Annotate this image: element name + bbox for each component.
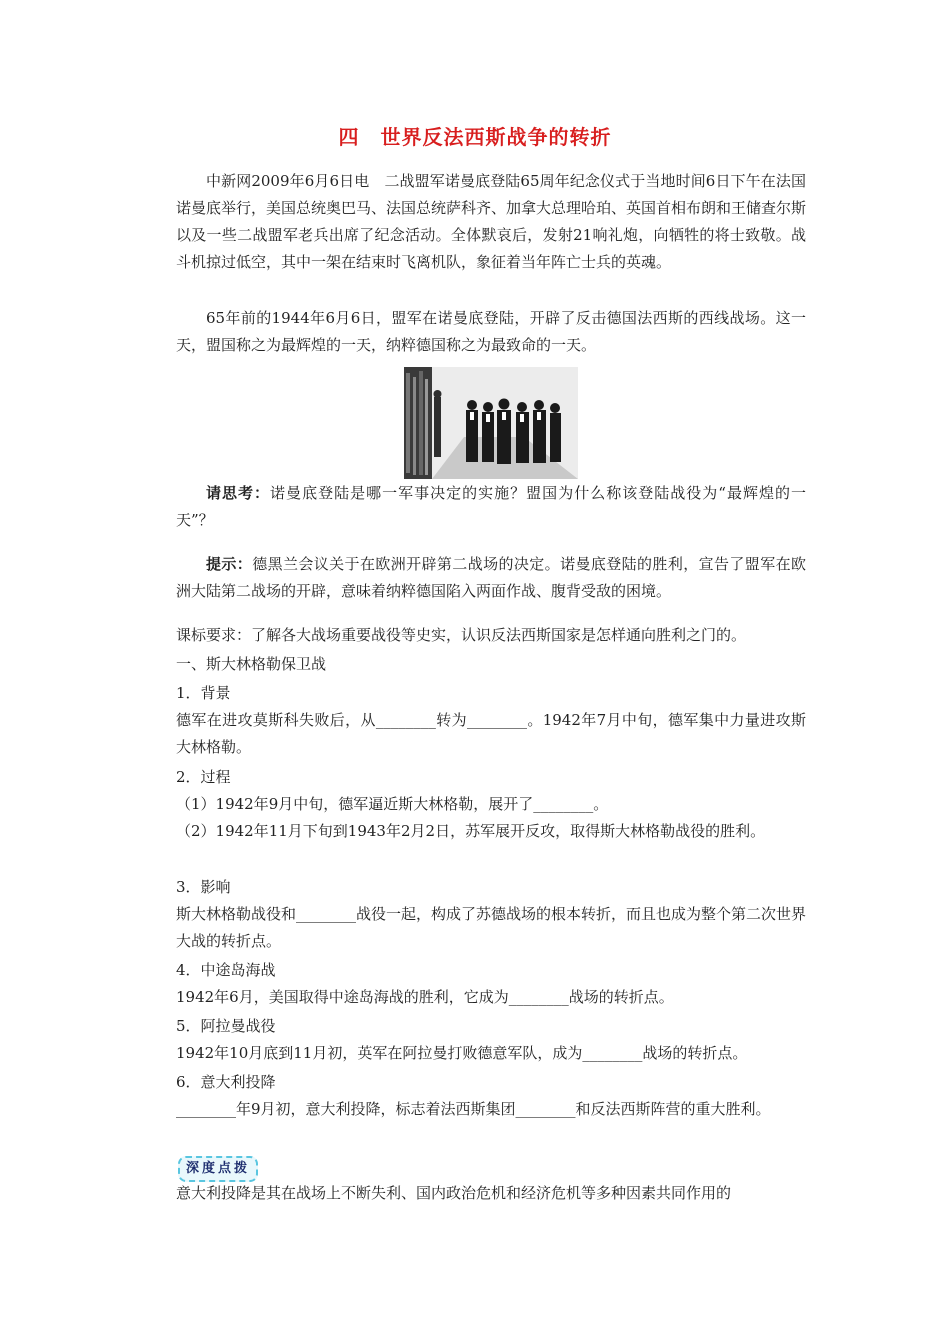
- ceremony-photo-icon: [404, 367, 578, 479]
- lesson-title: 四 世界反法西斯战争的转折: [338, 125, 612, 149]
- question-label: 请思考：: [206, 484, 271, 502]
- italy-surrender-text: ________年9月初，意大利投降，标志着法西斯集团________和反法西斯阵营的重大胜利。: [176, 1100, 771, 1118]
- background-text: 德军在进攻莫斯科失败后，从________转为________。1942年7月中旬，德军集中力量进攻斯大林格勒。: [176, 711, 806, 756]
- heading-impact: 3．影响: [176, 878, 231, 896]
- process-item-1: （1）1942年9月中旬，德军逼近斯大林格勒，展开了________。: [176, 795, 609, 813]
- impact-text: 斯大林格勒战役和________战役一起，构成了苏德战场的根本转折，而且也成为整个第二次世界大战的转折点。: [176, 905, 807, 950]
- ceremony-photo: [404, 367, 578, 479]
- section-heading-stalingrad: 一、斯大林格勒保卫战: [176, 655, 327, 673]
- midway-text: 1942年6月，美国取得中途岛海战的胜利，它成为________战场的转折点。: [176, 988, 674, 1006]
- question-paragraph: [176, 480, 806, 534]
- process-item-2: （2）1942年11月下旬到1943年2月2日，苏军展开反攻，取得斯大林格勒战役的胜利。: [176, 822, 766, 840]
- hint-text: 德黑兰会议关于在欧洲开辟第二战场的决定。诺曼底登陆的胜利，宣告了盟军在欧洲大陆第二战场的开辟，意味着纳粹德国陷入两面作战、腹背受敌的困境。: [176, 555, 806, 600]
- heading-process: 2．过程: [176, 768, 231, 786]
- heading-alamein: 5．阿拉曼战役: [176, 1017, 276, 1035]
- hint-paragraph: [176, 551, 806, 605]
- intro-paragraph-2: 65年前的1944年6月6日，盟军在诺曼底登陆，开辟了反击德国法西斯的西线战场。这一天，盟国称之为最辉煌的一天，纳粹德国称之为最致命的一天。: [176, 309, 806, 354]
- curriculum-requirement: 课标要求：了解各大战场重要战役等史实，认识反法西斯国家是怎样通向胜利之门的。: [176, 626, 747, 644]
- deep-insight-badge: 深度点拨: [178, 1156, 258, 1182]
- heading-italy-surrender: 6．意大利投降: [176, 1073, 276, 1091]
- question-text: 诺曼底登陆是哪一军事决定的实施？盟国为什么称该登陆战役为“最辉煌的一天”？: [176, 484, 806, 529]
- heading-midway: 4．中途岛海战: [176, 961, 276, 979]
- intro-paragraph-1: 中新网2009年6月6日电 二战盟军诺曼底登陆65周年纪念仪式于当地时间6日下午在法国诺曼底举行，美国总统奥巴马、法国总统萨科齐、加拿大总理哈珀、英国首相布朗和王储查尔斯以及一些二战盟军老兵出席了纪念活动。全体默哀后，发射21响礼炮，向牺牲的将士致敬。战斗机掠过低空，其中一架在结束时飞离机队，象征着当年阵亡士兵的英魂。: [176, 172, 807, 271]
- hint-label: 提示：: [206, 555, 253, 573]
- heading-background: 1．背景: [176, 684, 231, 702]
- alamein-text: 1942年10月底到11月初，英军在阿拉曼打败德意军队，成为________战场的转折点。: [176, 1044, 748, 1062]
- deep-insight-text: 意大利投降是其在战场上不断失利、国内政治危机和经济危机等多种因素共同作用的: [176, 1184, 732, 1202]
